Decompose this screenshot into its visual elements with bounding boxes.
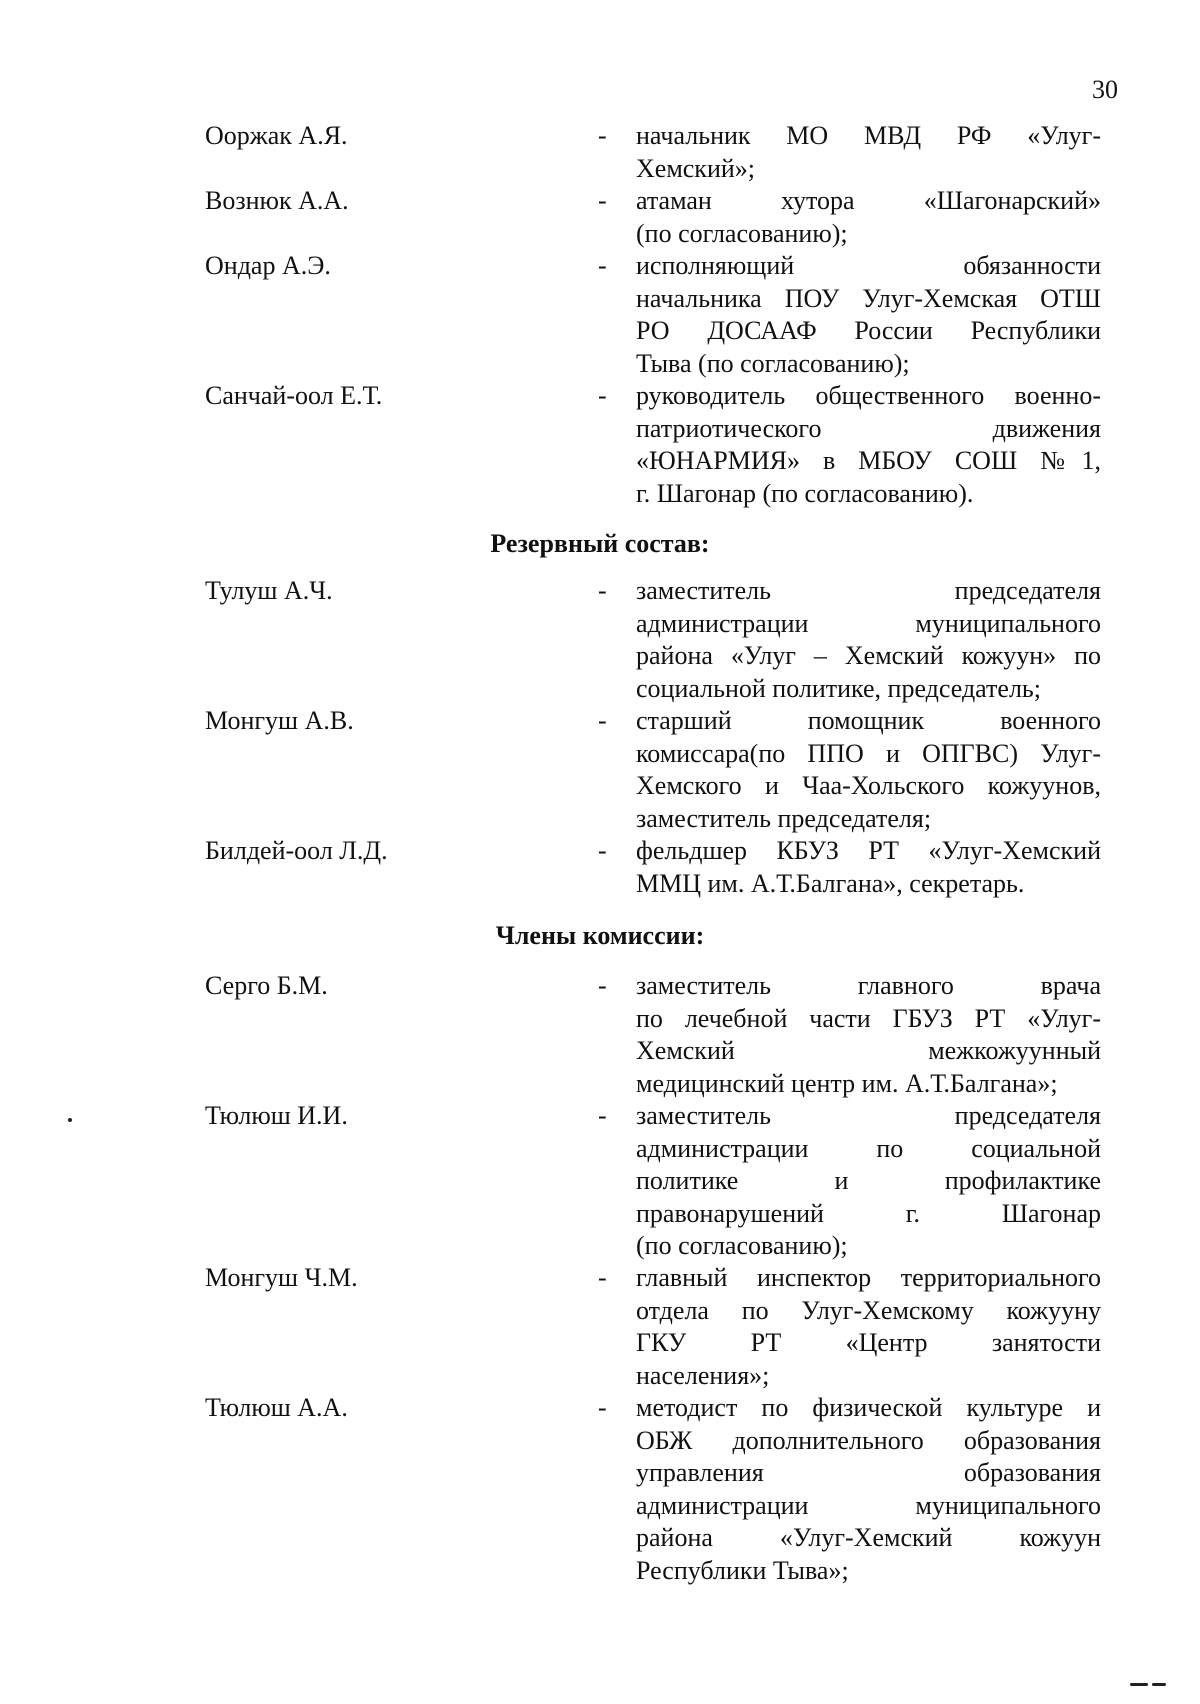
- member-name: Ооржак А.Я.: [205, 121, 348, 150]
- member-role: [636, 1100, 1101, 1263]
- section-heading-members: Члены комиссии:: [495, 921, 705, 950]
- role-line: населения»;: [636, 1360, 770, 1390]
- role-line: администрации по социальной: [636, 1133, 1101, 1163]
- role-line: отдела по Улуг-Хемскому кожууну: [636, 1295, 1101, 1325]
- entry-dash: -: [598, 971, 607, 1000]
- role-line: «ЮНАРМИЯ» в МБОУ СОШ №1,: [636, 446, 1101, 475]
- page-number: 30: [1092, 75, 1118, 104]
- member-name: Билдей-оол Л.Д.: [205, 836, 388, 865]
- role-line: социальной политике, председатель;: [636, 673, 1042, 703]
- role-line: заместитель главного врача: [636, 971, 1101, 1000]
- role-line: старший помощник военного: [636, 706, 1101, 735]
- role-line: района «Улуг-Хемский кожуун: [636, 1523, 1101, 1552]
- entry-dash: -: [598, 1263, 607, 1292]
- role-line: комиссара(по ППО и ОПГВС) Улуг-: [636, 738, 1101, 768]
- role-line: района «Улуг – Хемский кожуун» по: [636, 641, 1101, 670]
- member-name: Тюлюш А.А.: [205, 1393, 348, 1422]
- role-line: заместитель председателя;: [636, 803, 932, 833]
- role-line: (по согласованию);: [636, 218, 848, 248]
- member-name: Монгуш Ч.М.: [205, 1263, 358, 1292]
- role-line: Хемский»;: [636, 153, 755, 183]
- role-line: Тыва (по согласованию);: [636, 348, 910, 378]
- member-role: [636, 250, 1101, 380]
- role-line: по лечебной части ГБУЗ РТ «Улуг-: [636, 1003, 1101, 1033]
- member-name: Тюлюш И.И.: [205, 1101, 348, 1130]
- scan-edge-mark: [1152, 1683, 1166, 1686]
- entry-dash: -: [598, 186, 607, 215]
- section-heading-reserve: Резервный состав:: [490, 529, 710, 558]
- role-line: ГКУ РТ «Центр занятости: [636, 1328, 1101, 1357]
- role-line: заместитель председателя: [636, 576, 1101, 605]
- role-line: медицинский центр им. А.Т.Балгана»;: [636, 1068, 1058, 1098]
- member-name: Тулуш А.Ч.: [205, 576, 333, 605]
- member-name: Вознюк А.А.: [205, 186, 349, 215]
- role-line: заместитель председателя: [636, 1101, 1101, 1130]
- member-name: Серго Б.М.: [205, 971, 328, 1000]
- entry-dash: -: [598, 1393, 607, 1422]
- member-name: Санчай-оол Е.Т.: [205, 381, 383, 410]
- entry-dash: -: [598, 381, 607, 410]
- member-name: Монгуш А.В.: [205, 706, 354, 735]
- role-line: администрации муниципального: [636, 608, 1101, 638]
- role-line: РО ДОСААФ России Республики: [636, 316, 1101, 345]
- role-line: администрации муниципального: [636, 1490, 1101, 1520]
- role-line: Хемского и Чаа-Хольского кожуунов,: [636, 771, 1101, 800]
- role-line: ОБЖ дополнительного образования: [636, 1425, 1101, 1455]
- role-line: г. Шагонар (по согласованию).: [636, 478, 974, 508]
- role-line: начальника ПОУ Улуг-Хемская ОТШ: [636, 283, 1101, 313]
- role-line: исполняющий обязанности: [636, 251, 1101, 280]
- role-line: начальник МО МВД РФ «Улуг-: [636, 121, 1101, 150]
- member-role: [636, 120, 1101, 185]
- role-line: главный инспектор территориального: [636, 1263, 1101, 1292]
- member-name: Ондар А.Э.: [205, 251, 331, 280]
- member-role: [636, 380, 1101, 510]
- entry-dash: -: [598, 1101, 607, 1130]
- role-line: правонарушений г. Шагонар: [636, 1198, 1101, 1228]
- role-line: фельдшер КБУЗ РТ «Улуг-Хемский: [636, 836, 1101, 865]
- role-line: политике и профилактике: [636, 1166, 1101, 1195]
- entry-dash: -: [598, 836, 607, 865]
- member-role: [636, 1262, 1101, 1392]
- member-role: [636, 705, 1101, 835]
- member-role: [636, 835, 1101, 900]
- role-line: руководитель общественного военно-: [636, 381, 1101, 410]
- member-role: [636, 1392, 1101, 1587]
- member-role: [636, 575, 1101, 705]
- role-line: атаман хутора «Шагонарский»: [636, 186, 1101, 215]
- entry-dash: -: [598, 576, 607, 605]
- entry-dash: -: [598, 121, 607, 150]
- role-line: (по согласованию);: [636, 1231, 848, 1260]
- entry-dash: -: [598, 706, 607, 735]
- role-line: методист по физической культуре и: [636, 1393, 1101, 1422]
- scan-edge-mark: [1130, 1683, 1148, 1686]
- scan-speck: [68, 1118, 72, 1122]
- entry-dash: -: [598, 251, 607, 280]
- role-line: Республики Тыва»;: [636, 1555, 849, 1585]
- member-role: [636, 185, 1101, 250]
- role-line: Хемский межкожуунный: [636, 1036, 1101, 1065]
- role-line: управления образования: [636, 1458, 1101, 1487]
- role-line: патриотического движения: [636, 413, 1101, 443]
- role-line: ММЦ им. А.Т.Балгана», секретарь.: [636, 868, 1025, 898]
- member-role: [636, 970, 1101, 1100]
